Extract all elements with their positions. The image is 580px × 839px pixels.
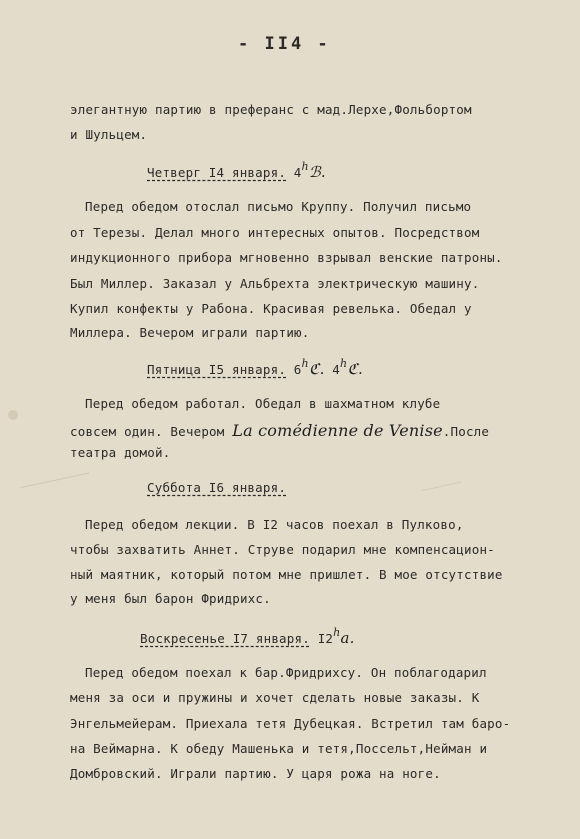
text-line: Энгельмейерам. Приехала тетя Дубецкая. Встретил там баро- xyxy=(70,716,511,731)
time-superscript: h xyxy=(301,357,309,370)
heading-time: I2 xyxy=(317,631,334,646)
text-line: от Терезы. Делал много интересных опытов. Посредством xyxy=(70,225,480,240)
entry-heading-sunday xyxy=(140,626,355,647)
text-line: чтобы захватить Аннет. Струве подарил мне компенсацион- xyxy=(70,542,495,557)
entry-heading-friday xyxy=(147,357,363,378)
text-line: ный маятник, который потом мне пришлет. В мое отсутствие xyxy=(70,567,503,582)
text-line: театра домой. xyxy=(70,445,171,460)
text-line xyxy=(70,421,489,440)
text-line: у меня был барон Фридрихс. xyxy=(70,591,271,606)
page-number: - II4 - xyxy=(238,34,331,54)
entry-heading-saturday xyxy=(147,480,286,495)
heading-time: 4 xyxy=(332,362,341,377)
text-line: Домбровский. Играли партию. У царя рожа на ноге. xyxy=(70,766,441,781)
time-superscript: h xyxy=(333,626,341,639)
text-line: и Шульцем. xyxy=(70,127,148,142)
time-superscript: h xyxy=(340,357,348,370)
text-segment: .После xyxy=(442,424,490,439)
text-line: Миллера. Вечером играли партию. xyxy=(70,325,310,340)
handwritten-mark: ℬ. xyxy=(308,163,326,181)
binding-hole xyxy=(8,410,18,420)
text-segment: совсем один. Вечером xyxy=(70,424,225,439)
faint-stamp-mark xyxy=(17,455,89,488)
text-line: меня за оси и пружины и хочет сделать новые заказы. К xyxy=(70,690,480,705)
heading-date: Воскресенье I7 января. xyxy=(140,631,310,646)
handwritten-mark: ℭ. xyxy=(347,360,364,378)
text-line: элегантную партию в преферанс с мад.Лерхе,Фольбортом xyxy=(70,102,472,117)
handwritten-mark: ℭ. xyxy=(308,360,325,378)
text-line: Перед обедом лекции. В I2 часов поехал в Пулково, xyxy=(85,517,464,532)
heading-date: Пятница I5 января. xyxy=(147,362,287,377)
entry-heading-thursday xyxy=(147,160,326,181)
time-superscript: h xyxy=(301,160,309,173)
text-line: Был Миллер. Заказал у Альбрехта электрическую машину. xyxy=(70,276,480,291)
text-line: Перед обедом работал. Обедал в шахматном клубе xyxy=(85,396,441,411)
heading-time: 4 xyxy=(293,165,302,180)
handwritten-title: La comédienne de Venise xyxy=(232,421,443,440)
heading-time: 6 xyxy=(293,362,302,377)
text-line: на Веймарна. К обеду Машенька и тетя,Поссельт,Нейман и xyxy=(70,741,488,756)
heading-date: Суббота I6 января. xyxy=(147,480,287,495)
text-line: Купил конфекты у Рабона. Красивая ревелька. Обедал у xyxy=(70,301,472,316)
heading-date: Четверг I4 января. xyxy=(147,165,287,180)
text-line: Перед обедом поехал к бар.Фридрихсу. Он поблагодарил xyxy=(85,665,487,680)
faint-stamp-mark xyxy=(419,466,462,491)
text-line: индукционного прибора мгновенно взрывал венские патроны. xyxy=(70,250,503,265)
text-line: Перед обедом отослал письмо Круппу. Получил письмо xyxy=(85,199,472,214)
handwritten-mark: a. xyxy=(340,629,355,647)
